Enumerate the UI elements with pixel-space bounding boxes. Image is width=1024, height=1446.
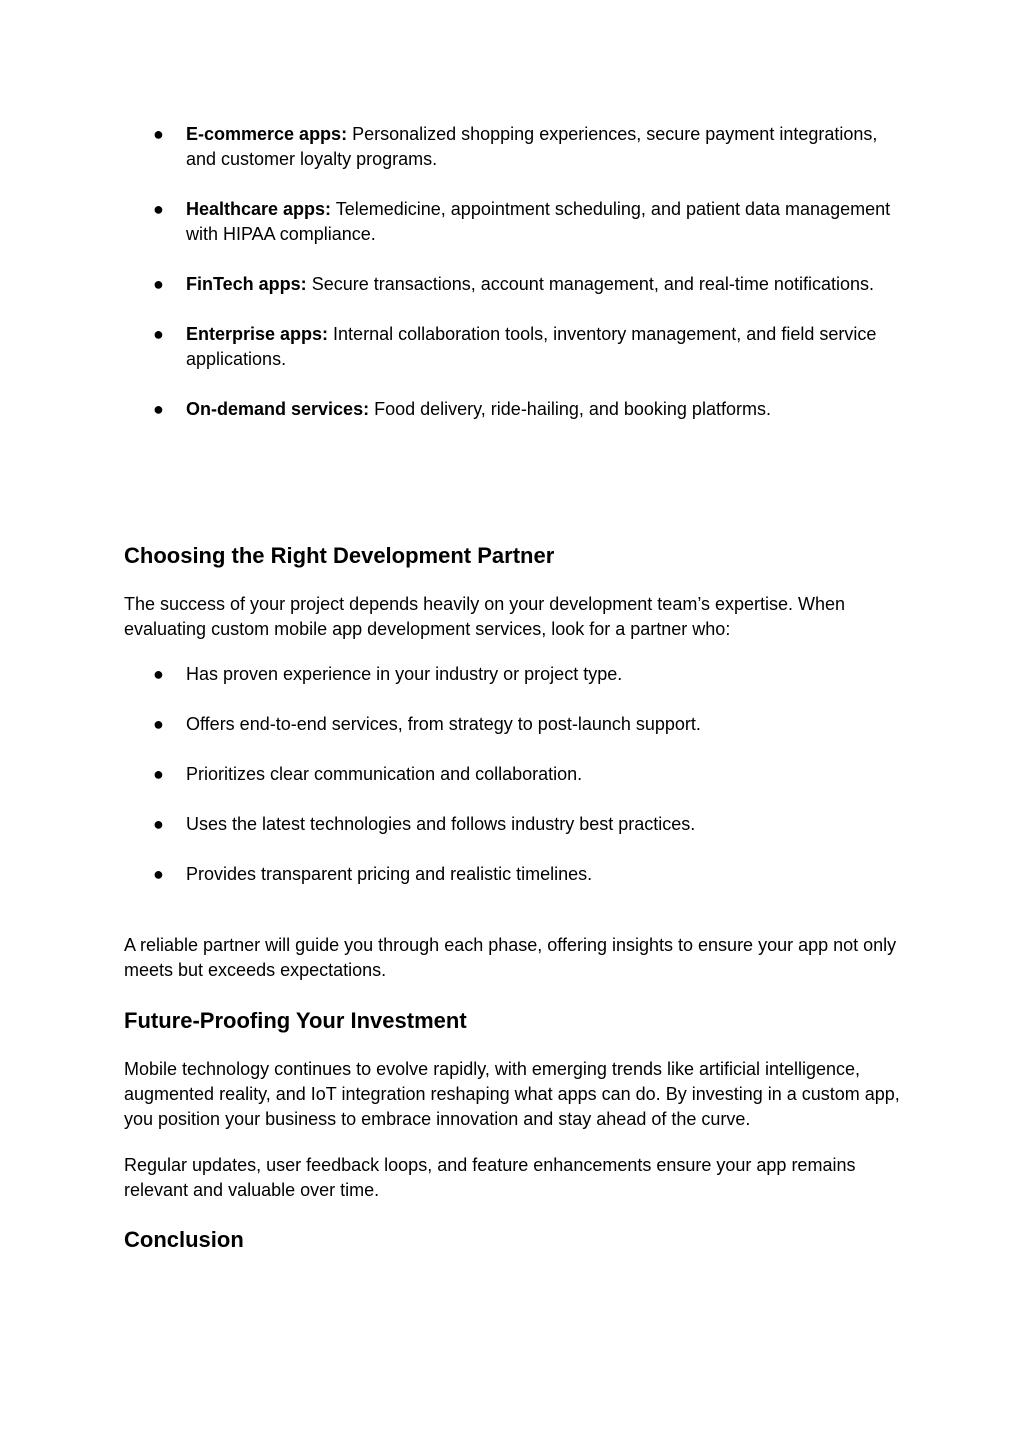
list-item-text: Offers end-to-end services, from strategy to post-launch support. xyxy=(186,714,701,734)
list-item xyxy=(124,812,904,837)
list-item-bold: Healthcare apps: xyxy=(186,199,332,219)
list-item-text: Provides transparent pricing and realistic timelines. xyxy=(186,864,593,884)
list-item-bold: On-demand services: xyxy=(186,399,370,419)
future-paragraph-2: Regular updates, user feedback loops, and feature enhancements ensure your app remains relevant and valuable over time. xyxy=(124,1155,856,1200)
list-item xyxy=(124,322,904,372)
list-item-bold: Enterprise apps: xyxy=(186,324,329,344)
bullet-dot: ● xyxy=(153,664,164,684)
bullet-dot: ● xyxy=(153,199,164,219)
section-heading-partner: Choosing the Right Development Partner xyxy=(124,543,555,568)
list-item xyxy=(124,272,904,297)
industry-app-list xyxy=(124,122,904,447)
list-item-bold: FinTech apps: xyxy=(186,274,307,294)
bullet-dot: ● xyxy=(153,764,164,784)
list-item-text: Has proven experience in your industry or project type. xyxy=(186,664,623,684)
bullet-dot: ● xyxy=(153,714,164,734)
list-item-text: Food delivery, ride-hailing, and booking platforms. xyxy=(369,399,771,419)
bullet-dot: ● xyxy=(153,274,164,294)
future-paragraph-1: Mobile technology continues to evolve rapidly, with emerging trends like artificial intelligence, augmented reality, and IoT integration reshaping what apps can do. By investing in a custom app, you position your business to embrace innovation and stay ahead of the curve. xyxy=(124,1059,900,1129)
partner-intro-paragraph: The success of your project depends heavily on your development team’s expertise. When evaluating custom mobile app development services, look for a partner who: xyxy=(124,594,846,639)
list-item-text: Uses the latest technologies and follows industry best practices. xyxy=(186,814,696,834)
list-item-text: Secure transactions, account management, and real-time notifications. xyxy=(306,274,874,294)
partner-closing-paragraph: A reliable partner will guide you through each phase, offering insights to ensure your app not only meets but exceeds expectations. xyxy=(124,935,897,980)
list-item-text: Telemedicine, appointment scheduling, and patient data management with HIPAA compliance. xyxy=(186,199,891,244)
list-item xyxy=(124,762,904,787)
list-item xyxy=(124,197,904,247)
list-item xyxy=(124,662,904,687)
list-item xyxy=(124,862,904,887)
list-item xyxy=(124,397,904,422)
partner-criteria-list xyxy=(124,662,904,912)
list-item-text: Internal collaboration tools, inventory management, and field service applications. xyxy=(186,324,877,369)
list-item xyxy=(124,122,904,172)
section-heading-conclusion: Conclusion xyxy=(124,1227,244,1252)
list-item-text: Prioritizes clear communication and collaboration. xyxy=(186,764,583,784)
bullet-dot: ● xyxy=(153,864,164,884)
list-item xyxy=(124,712,904,737)
bullet-dot: ● xyxy=(153,399,164,419)
list-item-text: Personalized shopping experiences, secure payment integrations, and customer loyalty programs. xyxy=(186,124,878,169)
bullet-dot: ● xyxy=(153,814,164,834)
section-heading-future: Future-Proofing Your Investment xyxy=(124,1008,467,1033)
bullet-dot: ● xyxy=(153,324,164,344)
bullet-dot: ● xyxy=(153,124,164,144)
list-item-bold: E-commerce apps: xyxy=(186,124,348,144)
